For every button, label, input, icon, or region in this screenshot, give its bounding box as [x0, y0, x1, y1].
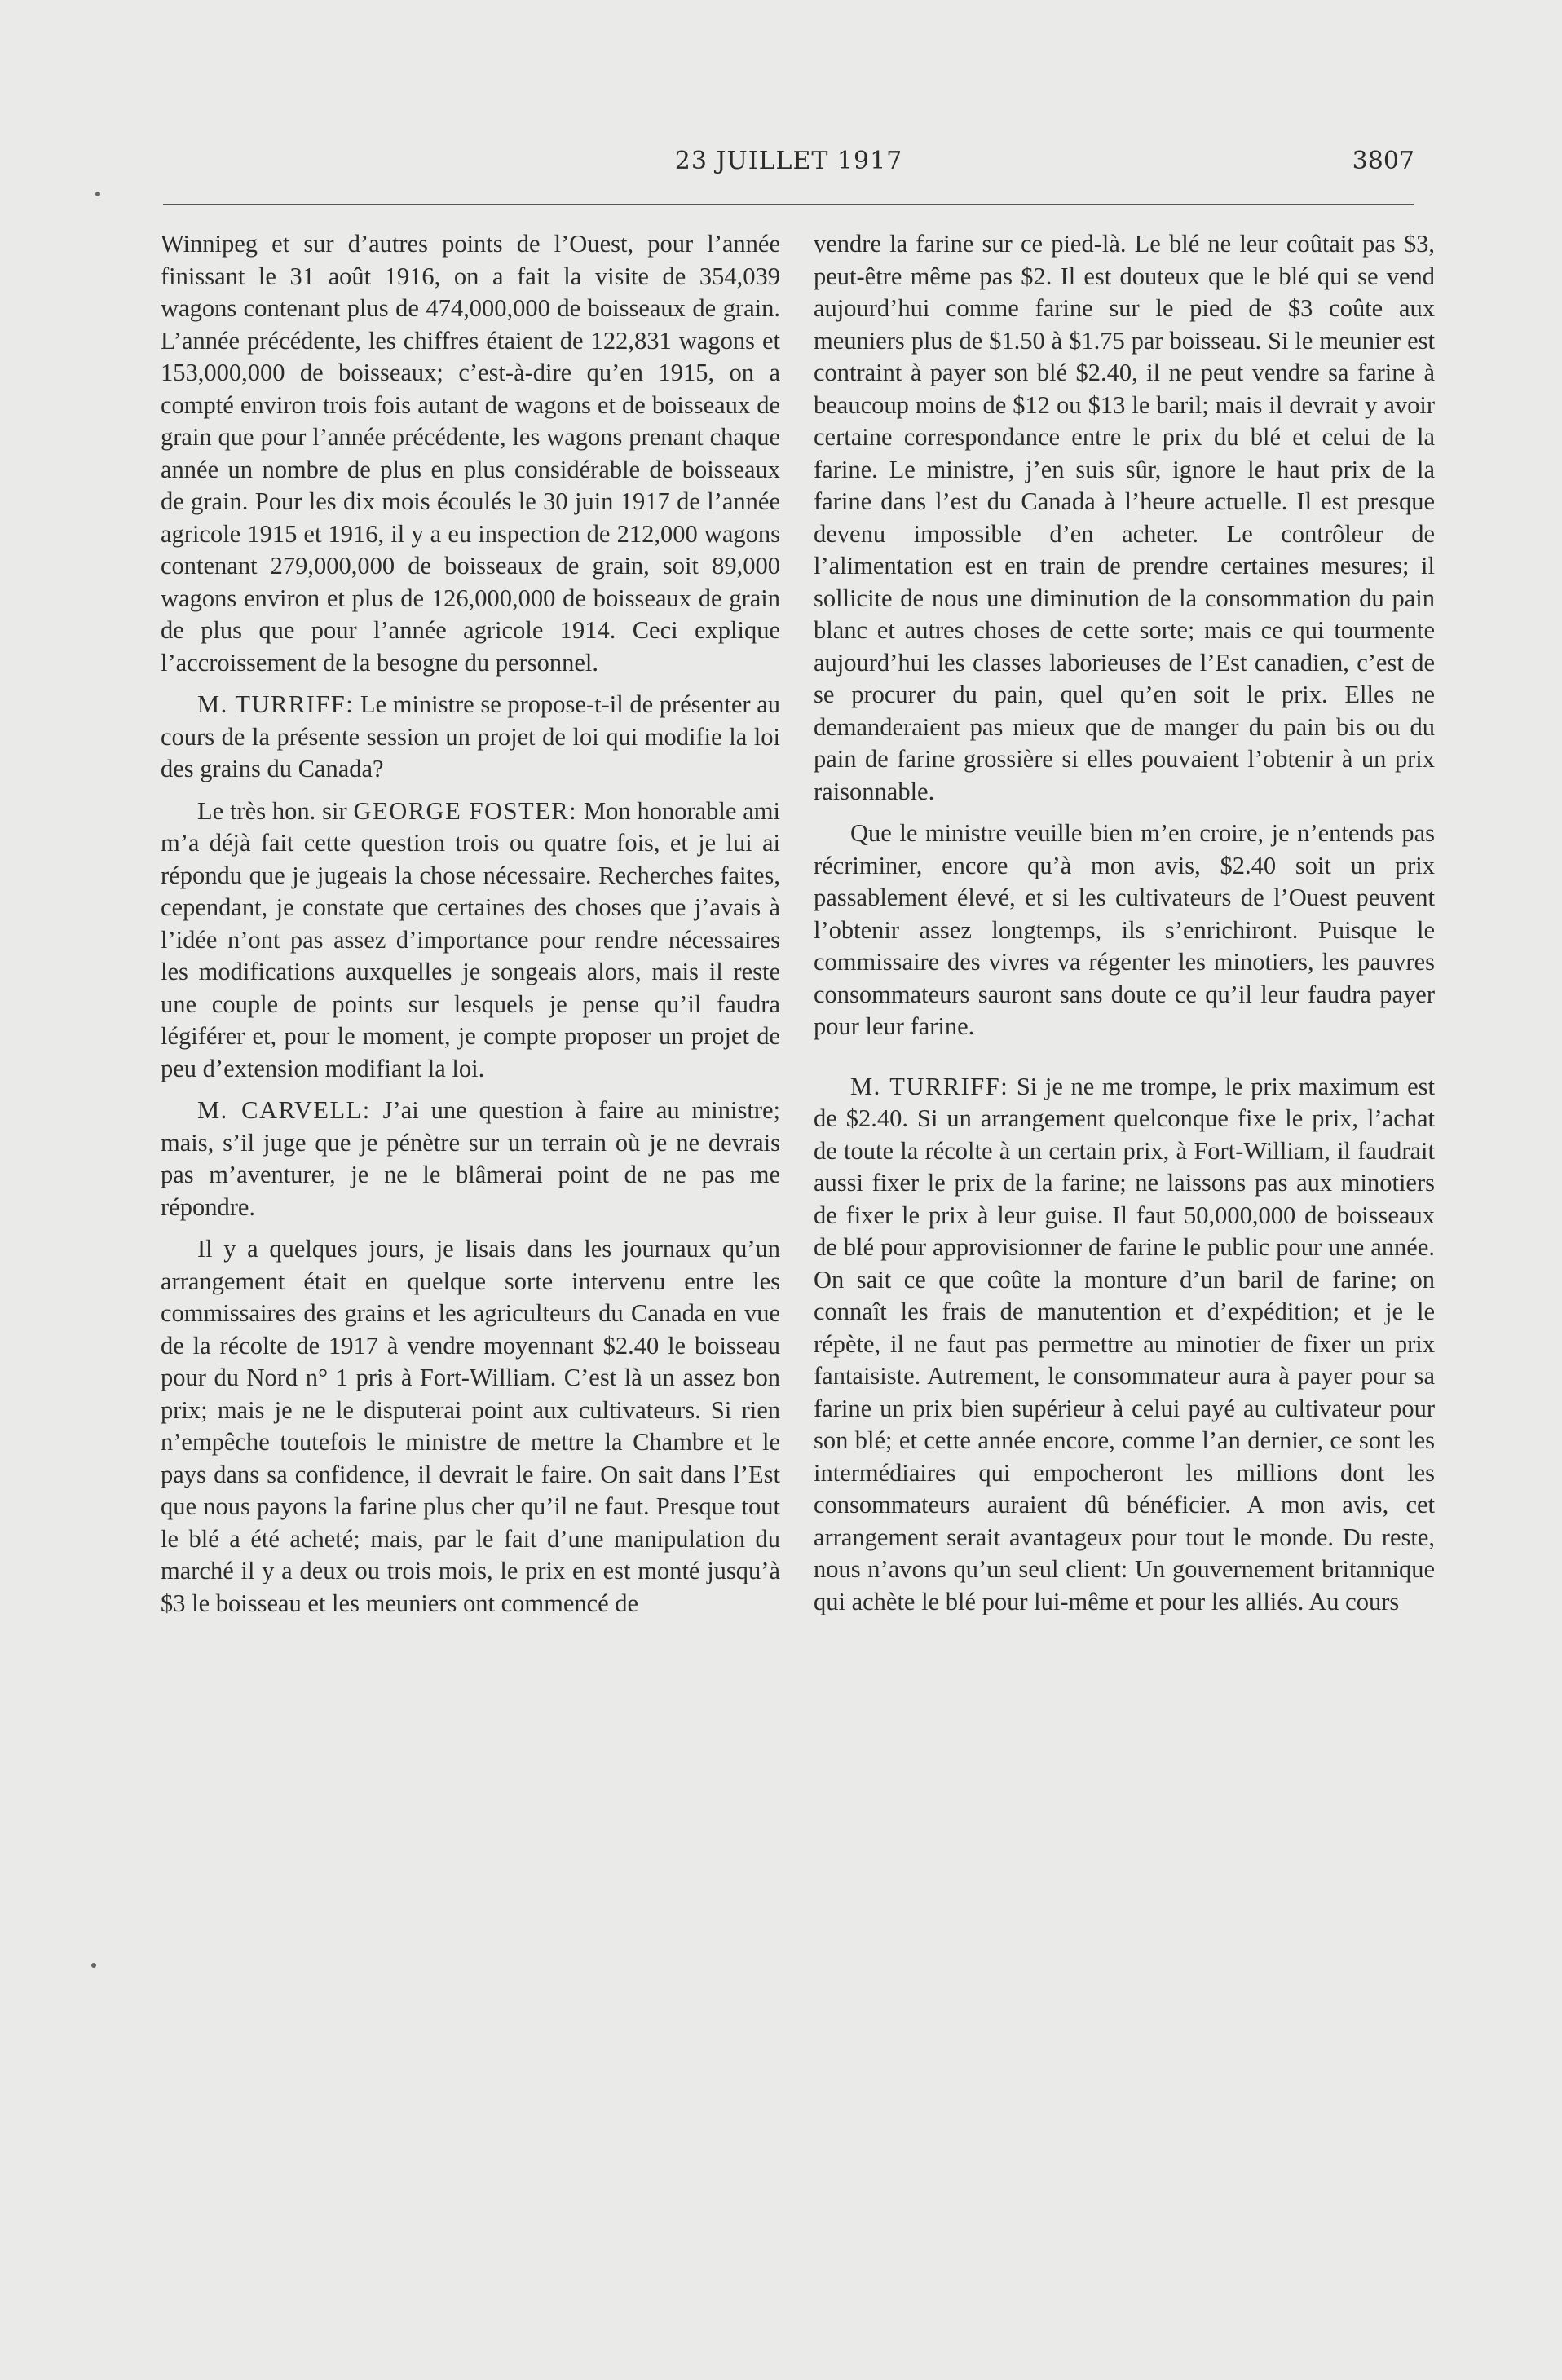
paragraph: [161, 689, 780, 786]
speaker-name: GEORGE FOSTER:: [353, 796, 578, 825]
speaker-name: M. CARVELL:: [197, 1096, 371, 1124]
page-header: [163, 147, 1414, 187]
paragraph: [814, 1071, 1435, 1619]
paragraph: Que le ministre veuille bien m’en croire, je n’entends pas récriminer, encore qu’à mon avis, $2.40 soit un prix passablement élevé, et si les cultivateurs de l’Ouest peuvent l’obtenir assez longtemps, ils s’enrichiront. Puisque le commissaire des vivres va régenter les minotiers, les pauvres consommateurs sauront sans doute ce qu’il leur faudra payer pour leur farine.: [814, 819, 1435, 1040]
page-number: 3807: [1352, 147, 1414, 175]
paragraph-text: J’ai une question à faire au ministre; mais, s’il juge que je pénètre sur un terrain où je ne devrais pas m’aventurer, je ne le blâmerai point de ne pas me répondre.: [161, 1096, 780, 1221]
paragraph-text: Si je ne me trompe, le prix maximum est de $2.40. Si un arrangement quelconque fixe le prix, l’achat de toute la récolte à un certain prix, à Fort-William, il faudrait aussi fixer le prix de la farine; ne laissons pas aux minotiers de fixer le prix à leur guise. Il faut 50,000,000 de boisseaux de blé pour approvisionner de farine le public pour une année. On sait ce que coûte la monture d’un baril de farine; on connaît les frais de manutention et d’expédition; et je le répète, il ne faut pas permettre au minotier de fixer un prix fantaisiste. Autrement, le consommateur aura à payer pour sa farine un prix bien supérieur à celui payé au cultivateur pour son blé; et cette année encore, comme l’an dernier, ce sont les intermédiaires qui empocheront les millions dont les consommateurs auraient dû bénéficier. A mon avis, cet arrangement serait avantageux pour tout le monde. Du reste, nous n’avons qu’un seul client: Un gouvernement britannique qui achète le blé pour lui-même et pour les alliés. Au cours: [814, 1072, 1436, 1615]
speaker-name: M. TURRIFF:: [197, 690, 355, 718]
margin-mark: [95, 192, 100, 196]
paragraph: [161, 796, 780, 1086]
paragraph: vendre la farine sur ce pied-là. Le blé ne leur coûtait pas $3, peut-être même pas $2. Il est douteux que le blé qui se vend aujourd’hui comme farine sur le pied de $3 coûte aux meuniers plus de $1.50 à $1.75 par boisseau. Si le meunier est contraint à payer son blé $2.40, il ne peut vendre sa farine à beaucoup moins de $12 ou $13 le baril; mais il devrait y avoir certaine correspondance entre le prix du blé et celui de la farine. Le ministre, j’en suis sûr, ignore le haut prix de la farine dans l’est du Canada à l’heure actuelle. Il est presque devenu impossible d’en acheter. Le contrôleur de l’alimentation est en train de prendre certaines mesures; il sollicite de nous une diminution de la consommation du pain blanc et autres choses de cette sorte; mais ce qui tourmente aujourd’hui les classes laborieuses de l’Est canadien, c’est de se procurer du pain, quel qu’en soit le prix. Elles ne demanderaient pas mieux que de manger du pain bis ou du pain de farine grossière si elles pouvaient l’obtenir à un prix raisonnable.: [814, 230, 1435, 805]
speaker-title: Le très hon. sir: [197, 796, 354, 825]
speaker-name: M. TURRIFF:: [850, 1072, 1009, 1100]
left-column: [161, 228, 780, 1629]
header-rule: [163, 204, 1414, 205]
paragraph-text: Mon honorable ami m’a déjà fait cette question trois ou quatre fois, et je lui ai répondu que je jugeais la chose nécessaire. Recherches faites, cependant, je constate que certaines des choses que j’avais à l’idée n’ont pas assez d’importance pour rendre nécessaires les modifications auxquelles je songeais alors, mais il reste une couple de points sur lesquels je pense qu’il faudra légiférer et, pour le moment, je compte proposer un projet de peu d’extension modifiant la loi.: [161, 796, 780, 1082]
paragraph: Winnipeg et sur d’autres points de l’Ouest, pour l’année finissant le 31 août 1916, on a fait la visite de 354,039 wagons contenant plus de 474,000,000 de boisseaux de grain. L’année précédente, les chiffres étaient de 122,831 wagons et 153,000,000 de boisseaux; c’est-à-dire qu’en 1915, on a compté environ trois fois autant de wagons et de boisseaux de grain que pour l’année précédente, les wagons prenant chaque année un nombre de plus en plus considérable de boisseaux de grain. Pour les dix mois écoulés le 30 juin 1917 de l’année agricole 1915 et 1916, il y a eu inspection de 212,000 wagons contenant 279,000,000 de boisseaux de grain, soit 89,000 wagons environ et plus de 126,000,000 de boisseaux de grain de plus que pour l’année agricole 1914. Ceci explique l’accroissement de la besogne du personnel.: [161, 230, 780, 677]
right-column: [814, 228, 1435, 1628]
paragraph-text: Le ministre se propose-t-il de présenter au cours de la présente session un projet de loi qui modifie la loi des grains du Canada?: [161, 690, 780, 782]
paragraph: Il y a quelques jours, je lisais dans les journaux qu’un arrangement était en quelque sorte intervenu entre les commissaires des grains et les agriculteurs du Canada en vue de la récolte de 1917 à vendre moyennant $2.40 le boisseau pour du Nord n° 1 pris à Fort-William. C’est là un assez bon prix; mais je ne le disputerai point aux cultivateurs. Si rien n’empêche toutefois le ministre de mettre la Chambre et le pays dans sa confidence, il devrait le faire. On sait dans l’Est que nous payons la farine plus cher qu’il ne faut. Presque tout le blé a été acheté; mais, par le fait d’une manipulation du marché il y a deux ou trois mois, le prix en est monté jusqu’à $3 le boisseau et les meuniers ont commencé de: [161, 1235, 780, 1617]
header-date: 23 JUILLET 1917: [674, 147, 903, 175]
paragraph: [161, 1095, 780, 1223]
margin-mark: [91, 1963, 96, 1968]
